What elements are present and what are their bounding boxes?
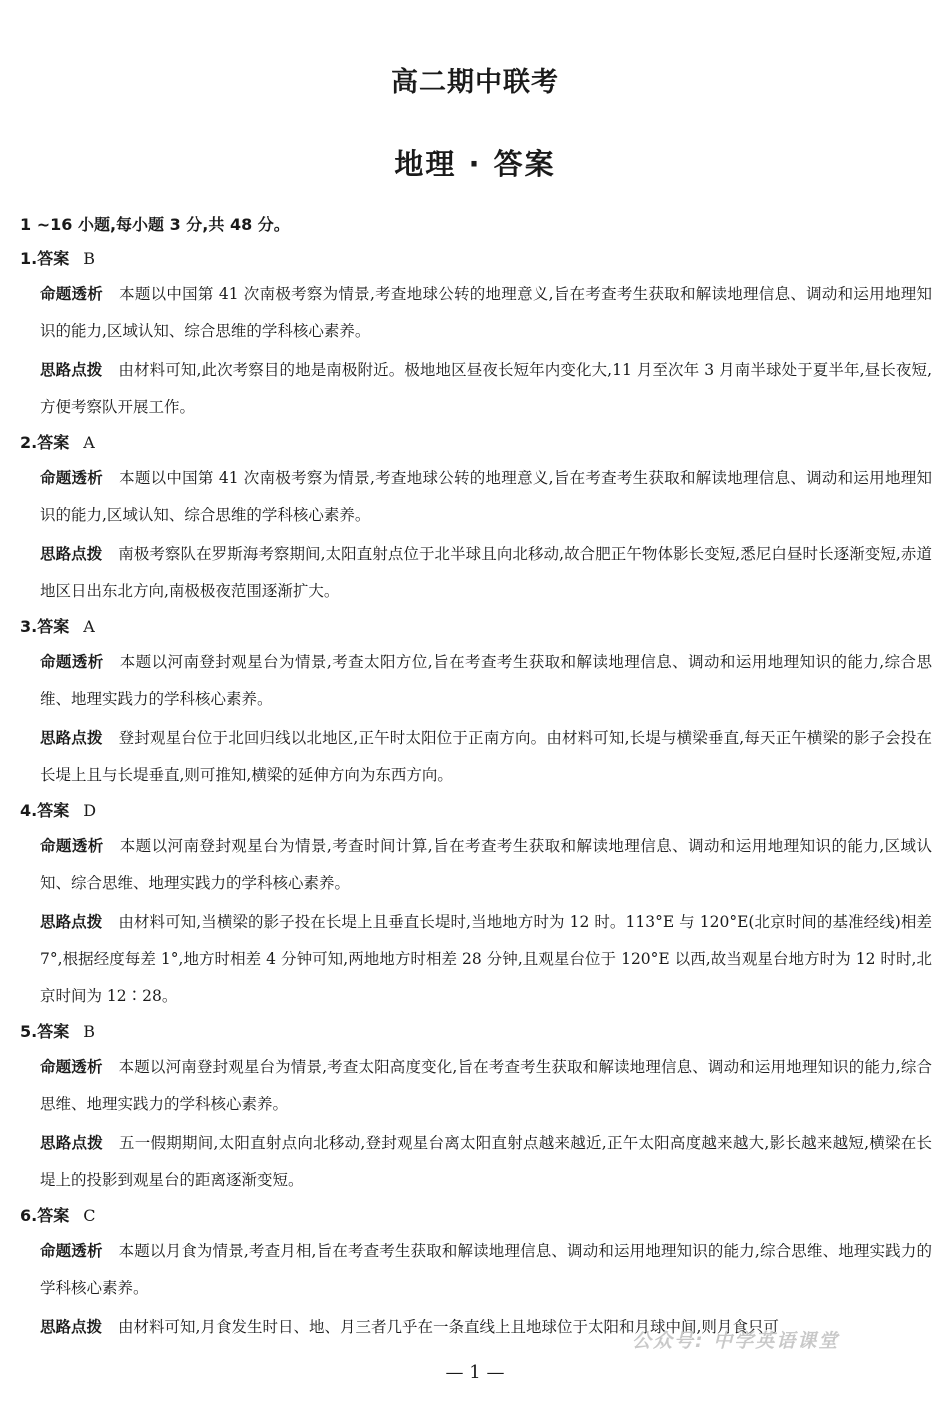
question-block: [20, 796, 932, 1015]
answer-value: D: [83, 801, 97, 820]
analysis-paragraph: [40, 276, 932, 350]
question-number: 2.: [20, 433, 38, 452]
analysis-text: 本题以中国第 41 次南极考察为情景,考查地球公转的地理意义,旨在考查考生获取和解读地理信息、调动和运用地理知识的能力,区域认知、综合思维的学科核心素养。: [40, 469, 932, 524]
page-title: 高二期中联考: [391, 67, 559, 98]
page-subtitle: 地理 · 答案: [394, 147, 556, 181]
answer-value: C: [83, 1206, 96, 1225]
answer-label: 答案: [37, 801, 70, 820]
answer-line: [20, 244, 932, 274]
scoring-intro: 1 ~16 小题,每小题 3 分,共 48 分。: [20, 215, 290, 234]
question-number: 4.: [20, 801, 38, 820]
answer-value: A: [83, 617, 95, 636]
hint-paragraph: [40, 720, 932, 794]
analysis-text: 本题以河南登封观星台为情景,考查太阳高度变化,旨在考查考生获取和解读地理信息、调动和运用地理知识的能力,综合思维、地理实践力的学科核心素养。: [40, 1058, 932, 1113]
analysis-label: 命题透析: [40, 1058, 103, 1076]
answer-line: [20, 1017, 932, 1047]
hint-label: 思路点拨: [40, 545, 103, 563]
watermark: 公众号: 中学英语课堂: [632, 1330, 840, 1352]
page-number: — 1 —: [445, 1362, 505, 1383]
analysis-label: 命题透析: [40, 653, 104, 671]
answer-value: A: [83, 433, 95, 452]
hint-label: 思路点拨: [40, 1318, 103, 1336]
analysis-paragraph: [40, 1049, 932, 1123]
answer-value: B: [83, 249, 95, 268]
question-block: [20, 428, 932, 610]
question-block: [20, 244, 932, 426]
answer-line: [20, 796, 932, 826]
question-block: [20, 1017, 932, 1199]
hint-paragraph: [40, 904, 932, 1015]
answer-label: 答案: [37, 1206, 70, 1225]
hint-text: 由材料可知,此次考察目的地是南极附近。极地地区昼夜长短年内变化大,11 月至次年 3 月南半球处于夏半年,昼长夜短,方便考察队开展工作。: [40, 361, 932, 416]
analysis-label: 命题透析: [40, 1242, 103, 1260]
hint-label: 思路点拨: [40, 913, 103, 931]
analysis-paragraph: [40, 644, 932, 718]
hint-paragraph: [40, 536, 932, 610]
hint-label: 思路点拨: [40, 1134, 103, 1152]
analysis-text: 本题以河南登封观星台为情景,考查时间计算,旨在考查考生获取和解读地理信息、调动和运用地理知识的能力,区域认知、综合思维、地理实践力的学科核心素养。: [40, 837, 932, 892]
answer-label: 答案: [37, 433, 70, 452]
analysis-paragraph: [40, 1233, 932, 1307]
hint-label: 思路点拨: [40, 361, 103, 379]
analysis-paragraph: [40, 460, 932, 534]
answer-line: [20, 428, 932, 458]
analysis-text: 本题以中国第 41 次南极考察为情景,考查地球公转的地理意义,旨在考查考生获取和解读地理信息、调动和运用地理知识的能力,区域认知、综合思维的学科核心素养。: [40, 285, 932, 340]
question-number: 3.: [20, 617, 38, 636]
answer-label: 答案: [37, 249, 70, 268]
hint-text: 由材料可知,月食发生时日、地、月三者几乎在一条直线上且地球位于太阳和月球中间,则月食只可: [118, 1318, 779, 1336]
answer-label: 答案: [37, 1022, 70, 1041]
analysis-label: 命题透析: [40, 469, 104, 487]
analysis-text: 本题以河南登封观星台为情景,考查太阳方位,旨在考查考生获取和解读地理信息、调动和运用地理知识的能力,综合思维、地理实践力的学科核心素养。: [40, 653, 932, 708]
question-number: 6.: [20, 1206, 38, 1225]
analysis-label: 命题透析: [40, 837, 104, 855]
answer-line: [20, 1201, 932, 1231]
hint-paragraph: [40, 1125, 932, 1199]
hint-paragraph: [40, 352, 932, 426]
answer-value: B: [83, 1022, 95, 1041]
analysis-label: 命题透析: [40, 285, 104, 303]
question-block: [20, 1201, 932, 1346]
hint-text: 五一假期期间,太阳直射点向北移动,登封观星台离太阳直射点越来越近,正午太阳高度越来越大,影长越来越短,横梁在长堤上的投影到观星台的距离逐渐变短。: [40, 1134, 932, 1189]
question-number: 5.: [20, 1022, 38, 1041]
hint-label: 思路点拨: [40, 729, 103, 747]
analysis-paragraph: [40, 828, 932, 902]
analysis-text: 本题以月食为情景,考查月相,旨在考查考生获取和解读地理信息、调动和运用地理知识的能力,综合思维、地理实践力的学科核心素养。: [40, 1242, 932, 1297]
hint-text: 由材料可知,当横梁的影子投在长堤上且垂直长堤时,当地地方时为 12 时。113°E 与 120°E(北京时间的基准经线)相差 7°,根据经度每差 1°,地方时相差 4 分钟可知,两地地方时相差 28 分钟,且观星台位于 120°E 以西,故当观星台地方时为 12 时时,北京时间为 12∶28。: [40, 913, 932, 1005]
hint-text: 登封观星台位于北回归线以北地区,正午时太阳位于正南方向。由材料可知,长堤与横梁垂直,每天正午横梁的影子会投在长堤上且与长堤垂直,则可推知,横梁的延伸方向为东西方向。: [40, 729, 932, 784]
hint-text: 南极考察队在罗斯海考察期间,太阳直射点位于北半球且向北移动,故合肥正午物体影长变短,悉尼白昼时长逐渐变短,赤道地区日出东北方向,南极极夜范围逐渐扩大。: [40, 545, 932, 600]
question-number: 1.: [20, 249, 38, 268]
answer-line: [20, 612, 932, 642]
question-block: [20, 612, 932, 794]
answer-content: [20, 210, 932, 1348]
answer-label: 答案: [37, 617, 70, 636]
